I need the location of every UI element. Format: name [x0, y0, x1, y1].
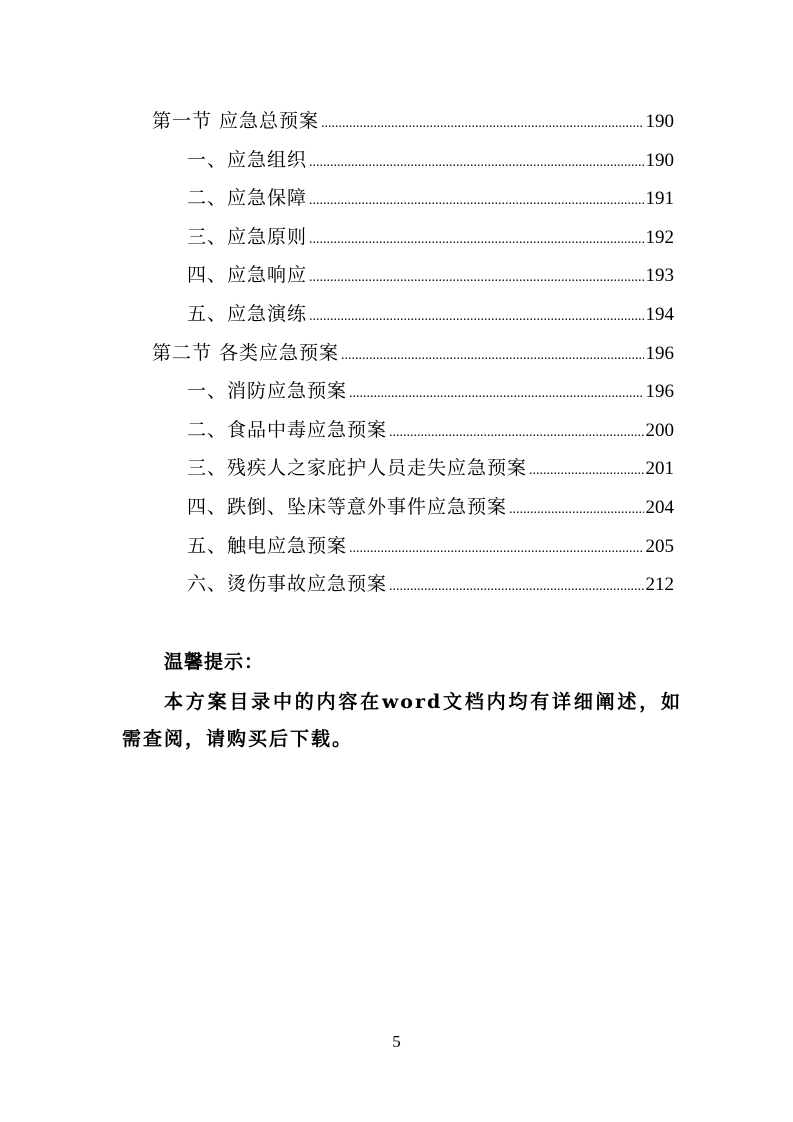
notice-title: 温馨提示：	[164, 651, 265, 673]
toc-item-label: 五、应急演练	[187, 303, 308, 325]
toc-item	[187, 185, 674, 211]
page-number: 5	[392, 1032, 401, 1051]
toc-dot-leader	[341, 343, 643, 369]
toc-item-label: 三、应急原则	[187, 226, 308, 248]
toc-page-number: 212	[645, 574, 674, 595]
toc-page-number: 196	[645, 381, 674, 402]
toc-dot-leader	[349, 536, 643, 562]
toc-dot-leader	[321, 111, 643, 137]
toc-item	[187, 301, 674, 327]
toc-item	[187, 571, 674, 597]
toc-dot-leader	[529, 458, 643, 484]
toc-page-number: 190	[645, 150, 674, 171]
toc-item	[187, 417, 674, 443]
toc-section-label: 第一节 应急总预案	[152, 110, 320, 132]
toc-item	[187, 494, 674, 520]
toc-section-label: 第二节 各类应急预案	[152, 342, 340, 364]
toc-item-label: 二、应急保障	[187, 187, 308, 209]
toc-page-number: 196	[645, 343, 674, 364]
toc-item-label: 四、应急响应	[187, 264, 308, 286]
toc-item	[187, 262, 674, 288]
toc-page-number: 193	[645, 265, 674, 286]
toc-item-label: 六、烫伤事故应急预案	[187, 573, 388, 595]
toc-dot-leader	[509, 497, 643, 523]
toc-item-label: 四、跌倒、坠床等意外事件应急预案	[187, 496, 508, 518]
toc-item-label: 三、残疾人之家庇护人员走失应急预案	[187, 457, 528, 479]
toc-section-2	[152, 340, 674, 366]
toc-page-number: 192	[645, 227, 674, 248]
toc-item	[187, 378, 674, 404]
toc-page-number: 200	[645, 420, 674, 441]
toc-item	[187, 533, 674, 559]
toc-dot-leader	[309, 304, 643, 330]
toc-dot-leader	[389, 420, 643, 446]
toc-dot-leader	[309, 188, 643, 214]
notice-body: 本方案目录中的内容在word文档内均有详细阐述，如需查阅，请购买后下载。	[122, 691, 682, 750]
toc-item	[187, 147, 674, 173]
toc-page-number: 204	[645, 497, 674, 518]
toc-dot-leader	[349, 381, 643, 407]
toc-page-number: 205	[645, 536, 674, 557]
toc-item-label: 一、应急组织	[187, 149, 308, 171]
toc-item-label: 一、消防应急预案	[187, 380, 348, 402]
toc-page-number: 201	[645, 458, 674, 479]
toc-item	[187, 224, 674, 250]
toc-item	[187, 455, 674, 481]
toc-item-label: 五、触电应急预案	[187, 535, 348, 557]
toc-dot-leader	[309, 227, 643, 253]
toc-dot-leader	[389, 574, 643, 600]
toc-dot-leader	[309, 265, 643, 291]
toc-page-number: 194	[645, 304, 674, 325]
toc-page-number: 191	[645, 188, 674, 209]
toc-page-number: 190	[645, 111, 674, 132]
toc-dot-leader	[309, 150, 643, 176]
toc-item-label: 二、食品中毒应急预案	[187, 419, 388, 441]
toc-section-1	[152, 108, 674, 134]
